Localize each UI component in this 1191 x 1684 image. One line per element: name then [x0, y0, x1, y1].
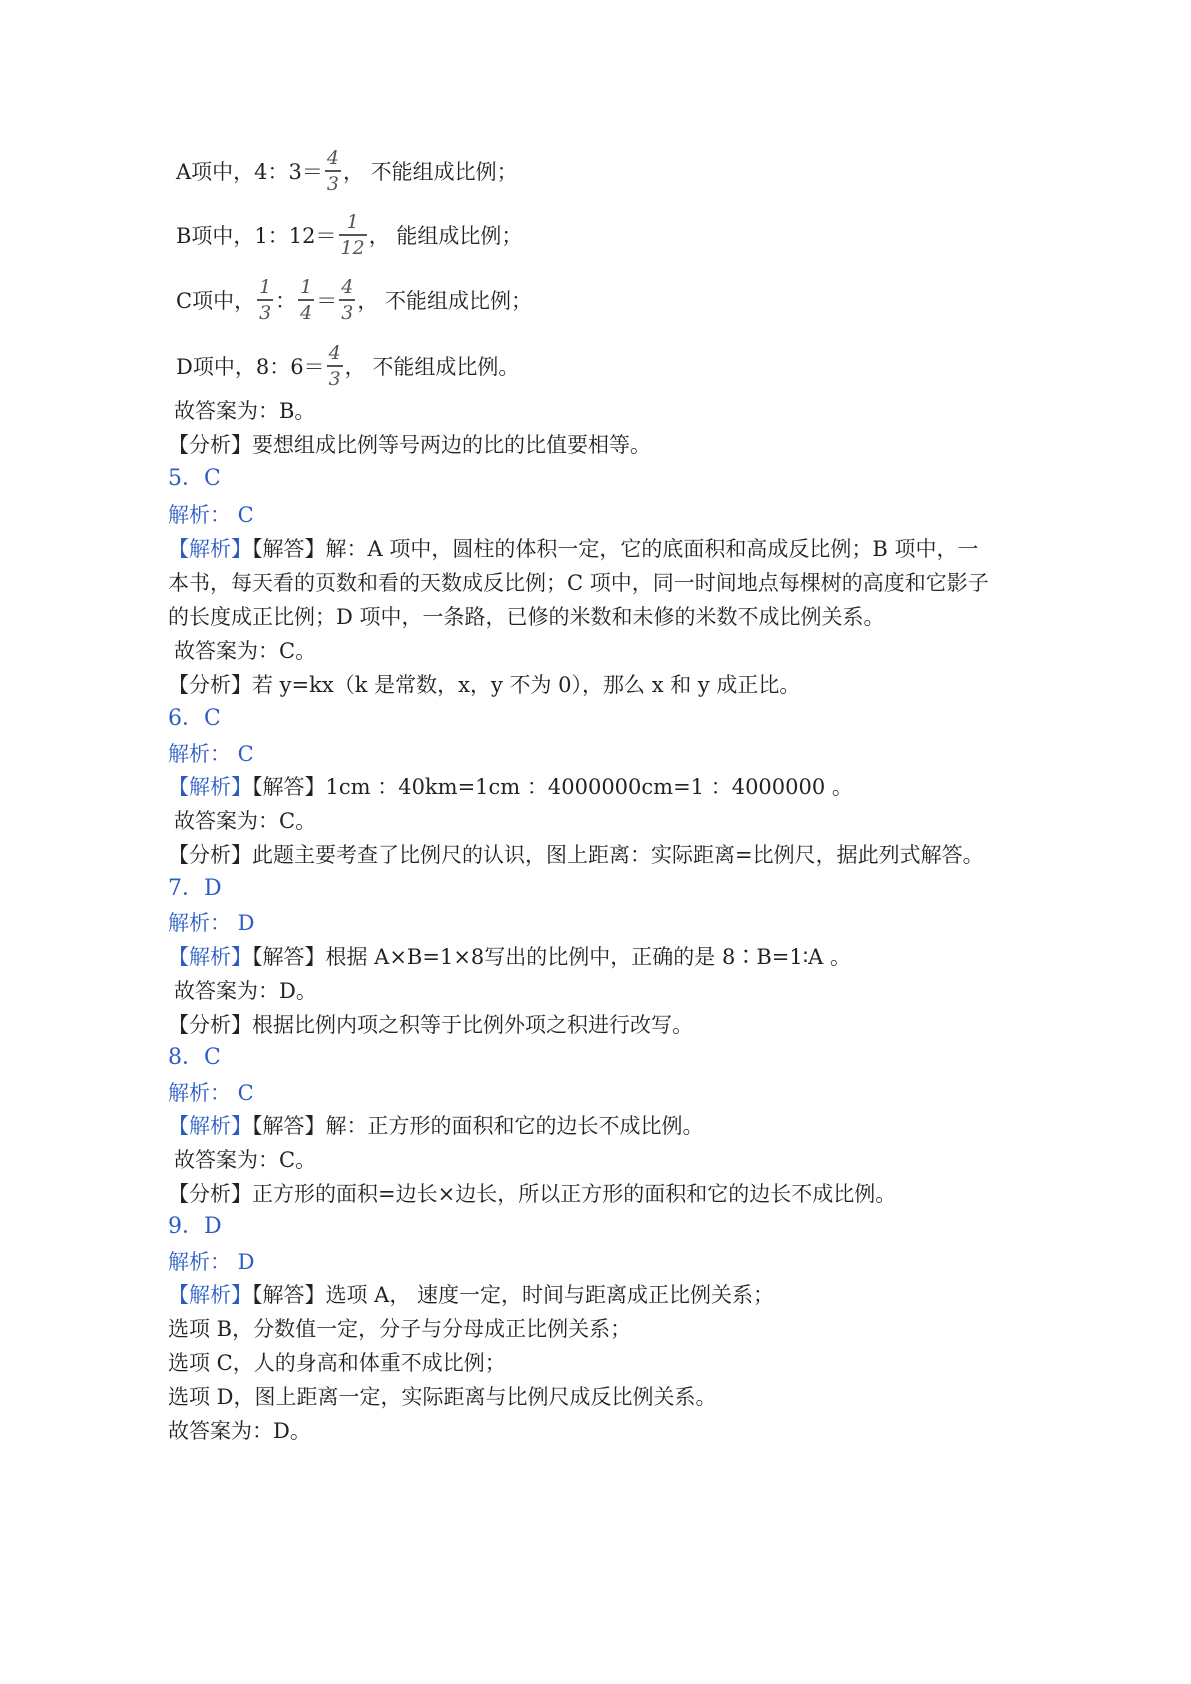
solution-line: 【解析】【解答】1cm ：40km=1cm ：4000000cm=1 ：4000000 。: [168, 775, 853, 799]
option-c-line: [176, 277, 532, 323]
answer-line: 故答案为：C。: [174, 1148, 317, 1172]
jiexi-tag: 【解析】: [168, 945, 252, 969]
equals-sign: ＝: [316, 289, 338, 313]
jiexi-tag: 【解析】: [168, 1114, 252, 1138]
analysis-line: 【分析】若 y=kx（k 是常数，x，y 不为 0），那么 x 和 y 成正比。: [168, 673, 801, 697]
solution-line: 的长度成正比例；D 项中，一条路，已修的米数和未修的米数不成比例关系。: [168, 605, 885, 629]
answer-line: 故答案为：C。: [174, 809, 317, 833]
option-a-suffix: ， 不能组成比例；: [342, 160, 518, 184]
solution-line: 选项 C，人的身高和体重不成比例；: [168, 1351, 506, 1375]
option-d-line: [176, 343, 519, 389]
solution-line: 本书，每天看的页数和看的天数成反比例；C 项中，同一时间地点每棵树的高度和它影子: [168, 571, 989, 595]
option-d-suffix: ， 不能组成比例。: [344, 355, 520, 379]
option-b-suffix: ， 能组成比例；: [368, 224, 523, 248]
answer-line: 故答案为：C。: [174, 639, 317, 663]
option-c-prefix: C项中，: [176, 289, 256, 313]
ratio-colon: ：: [275, 289, 297, 313]
solution-line: 选项 B，分数值一定，分子与分母成正比例关系；: [168, 1317, 632, 1341]
q4-analysis: 【分析】要想组成比例等号两边的比的比值要相等。: [168, 433, 651, 457]
fraction: $\frac{1}{3}$: [259, 276, 272, 324]
jiexi-line: 解析： C: [168, 742, 254, 766]
answer-line: 故答案为：D。: [168, 1419, 311, 1443]
fraction: $\frac{1}{12}$: [340, 211, 365, 259]
fraction: $\frac{4}{3}$: [341, 276, 354, 324]
solution-line: 选项 D，图上距离一定，实际距离与比例尺成反比例关系。: [168, 1385, 717, 1409]
solution-line: 【解析】【解答】解：A 项中，圆柱的体积一定，它的底面积和高成反比例；B 项中，一: [168, 537, 979, 561]
analysis-line: 【分析】此题主要考查了比例尺的认识，图上距离：实际距离=比例尺，据此列式解答。: [168, 843, 984, 867]
fraction: $\frac{1}{4}$: [300, 276, 313, 324]
jiexi-line: 解析： C: [168, 503, 254, 527]
solution-line: 【解析】【解答】选项 A， 速度一定，时间与距离成正比例关系；: [168, 1283, 775, 1307]
option-c-suffix: ， 不能组成比例；: [357, 289, 533, 313]
analysis-line: 【分析】根据比例内项之积等于比例外项之积进行改写。: [168, 1013, 693, 1037]
jiexi-line: 解析： D: [168, 911, 255, 935]
jiexi-tag: 【解析】: [168, 775, 252, 799]
q4-answer: 故答案为：B。: [174, 399, 316, 423]
option-d-prefix: D项中，8：6＝: [176, 355, 325, 379]
jiexi-tag: 【解析】: [168, 537, 252, 561]
fraction: $\frac{4}{3}$: [328, 342, 341, 390]
option-b-prefix: B项中，1：12＝: [176, 224, 337, 248]
answer-line: 故答案为：D。: [174, 979, 317, 1003]
solution-line: 【解析】【解答】解：正方形的面积和它的边长不成比例。: [168, 1114, 704, 1138]
option-a-line: [176, 148, 518, 194]
question-head: 6．C: [168, 706, 221, 731]
analysis-line: 【分析】正方形的面积=边长×边长，所以正方形的面积和它的边长不成比例。: [168, 1182, 897, 1206]
solution-line: 【解析】【解答】根据 A×B=1×8写出的比例中，正确的是 8∶B=1∶A 。: [168, 945, 852, 969]
question-head: 5．C: [168, 466, 221, 491]
jiexi-line: 解析： D: [168, 1250, 255, 1274]
jiexi-tag: 【解析】: [168, 1283, 252, 1307]
jiexi-line: 解析： C: [168, 1081, 254, 1105]
fraction: $\frac{4}{3}$: [326, 147, 339, 195]
question-head: 9．D: [168, 1214, 222, 1239]
question-head: 7．D: [168, 876, 222, 901]
question-head: 8．C: [168, 1045, 221, 1070]
option-b-line: [176, 212, 522, 258]
option-a-prefix: A项中，4：3＝: [176, 160, 323, 184]
